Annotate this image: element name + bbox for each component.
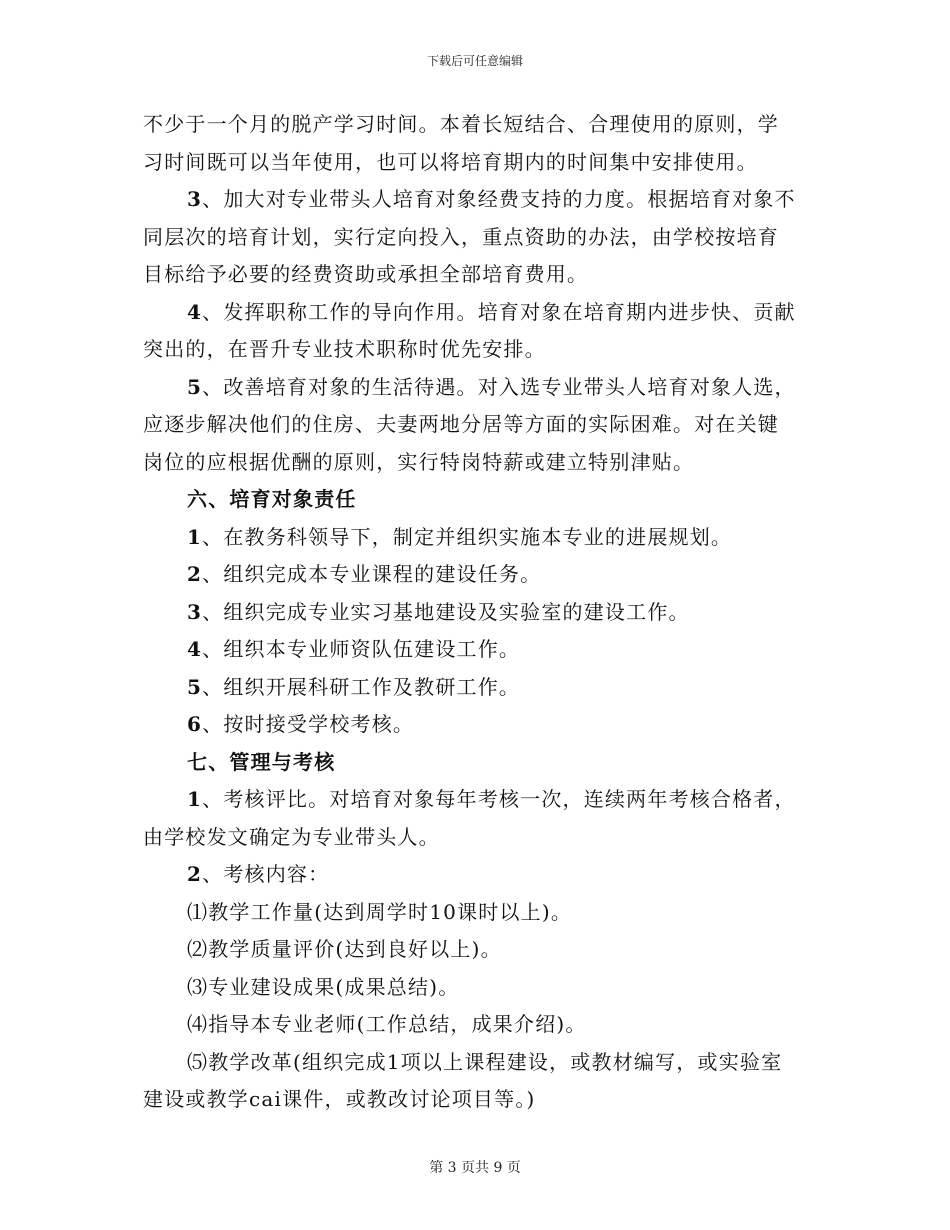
sub-item: ⑷指导本专业老师(工作总结，成果介绍)。 <box>187 1012 587 1036</box>
list-item <box>143 556 811 594</box>
paragraph-line: 突出的，在晋升专业技术职称时优先安排。 <box>143 337 546 361</box>
paragraph-line: 不少于一个月的脱产学习时间。本着长短结合、合理使用的原则，学 <box>143 112 779 136</box>
item-text: 、改善培育对象的生活待遇。对入选专业带头人培育对象人选， <box>202 374 796 399</box>
item-text: 、按时接受学校考核。 <box>202 712 415 736</box>
paragraph-line: 同层次的培育计划，实行定向投入，重点资助的办法，由学校按培育 <box>143 224 779 249</box>
paragraph-line: 建设或教学cai课件，或教改讨论项目等。) <box>143 1087 536 1111</box>
item-text: 、组织完成本专业课程的建设任务。 <box>202 562 542 586</box>
item-text: 、组织完成专业实习基地建设及实验室的建设工作。 <box>202 599 690 624</box>
item-text: 、发挥职称工作的导向作用。培育对象在培育期内进步快、贡献 <box>202 299 796 324</box>
list-item <box>143 781 811 819</box>
sub-item: ⑴教学工作量(达到周学时10课时以上)。 <box>187 899 573 924</box>
item-text: 、考核评比。对培育对象每年考核一次，连续两年考核合格者， <box>202 787 796 811</box>
item-number: 2 <box>187 562 203 586</box>
item-text: 、考核内容： <box>202 862 330 886</box>
section-heading: 六、培育对象责任 <box>187 487 357 511</box>
item-number: 5 <box>187 674 203 699</box>
paragraph-line: 习时间既可以当年使用，也可以将培育期内的时间集中安排使用。 <box>143 149 758 174</box>
document-body <box>143 106 811 1119</box>
sub-item: ⑶专业建设成果(成果总结)。 <box>187 974 460 999</box>
list-item <box>143 519 811 557</box>
item-number: 3 <box>187 187 203 211</box>
item-number: 3 <box>187 599 203 624</box>
paragraph-line <box>143 369 811 407</box>
item-number: 1 <box>187 787 203 811</box>
item-text: 、在教务科领导下，制定并组织实施本专业的进展规划。 <box>202 524 733 549</box>
sub-item: ⑸教学改革(组织完成1项以上课程建设，或教材编写，或实验室 <box>187 1049 783 1074</box>
page-header: 下载后可任意编辑 <box>426 54 523 68</box>
sub-item: ⑵教学质量评价(达到良好以上)。 <box>187 937 502 961</box>
section-heading: 七、管理与考核 <box>187 749 336 774</box>
item-number: 4 <box>187 637 203 661</box>
list-item <box>143 594 811 632</box>
list-item <box>143 856 811 894</box>
item-number: 5 <box>187 374 203 399</box>
item-text: 、加大对专业带头人培育对象经费支持的力度。根据培育对象不 <box>202 187 796 211</box>
list-item <box>143 631 811 669</box>
item-number: 2 <box>187 862 203 886</box>
item-number: 4 <box>187 299 203 324</box>
item-text: 、组织开展科研工作及教研工作。 <box>202 674 521 699</box>
item-text: 、组织本专业师资队伍建设工作。 <box>202 637 521 661</box>
paragraph-line: 目标给予必要的经费资助或承担全部培育费用。 <box>143 262 589 286</box>
paragraph-line: 应逐步解决他们的住房、夫妻两地分居等方面的实际困难。对在关键 <box>143 412 779 436</box>
item-number: 6 <box>187 712 203 736</box>
paragraph-line: 由学校发文确定为专业带头人。 <box>143 824 440 849</box>
list-item <box>143 706 811 744</box>
item-number: 1 <box>187 524 203 549</box>
paragraph-line <box>143 181 811 219</box>
paragraph-line: 岗位的应根据优酬的原则，实行特岗特薪或建立特别津贴。 <box>143 449 695 474</box>
list-item <box>143 669 811 707</box>
paragraph-line <box>143 294 811 332</box>
page-footer: 第 3 页共 9 页 <box>429 1160 521 1176</box>
